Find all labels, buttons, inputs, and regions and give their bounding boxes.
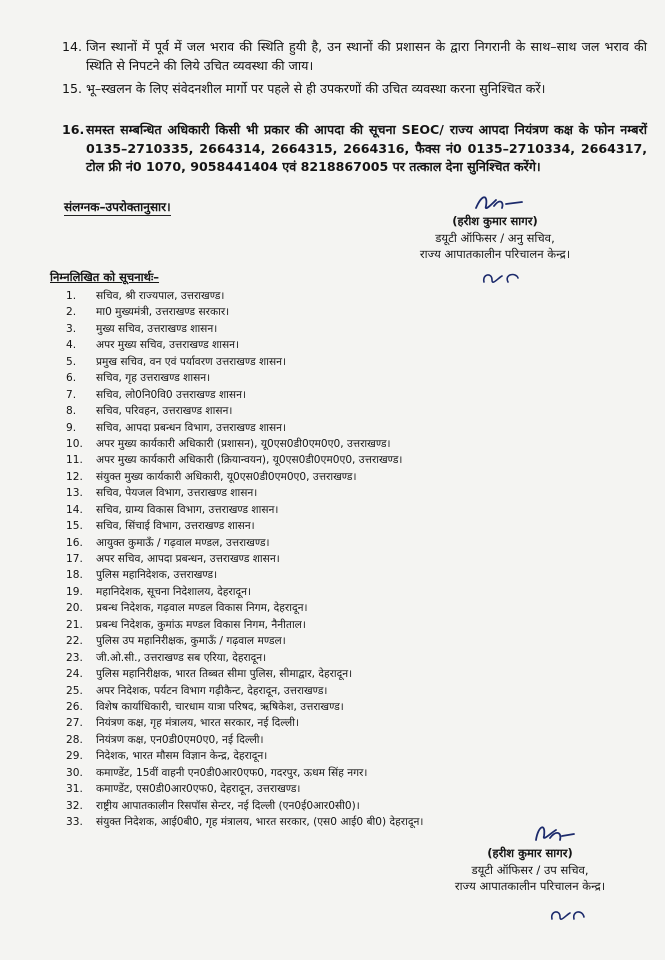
- distribution-item-text: नियंत्रण कक्ष, गृह मंत्रालय, भारत सरकार, नई दिल्ली।: [96, 717, 299, 730]
- distribution-item-number: 33.: [66, 816, 83, 828]
- distribution-item: [66, 354, 423, 370]
- distribution-item-text: कमाण्डेंट, 15वीं वाहनी एन0डी0आर0एफ0, गदरपुर, ऊधम सिंह नगर।: [96, 766, 368, 779]
- distribution-item-number: 18.: [66, 569, 83, 582]
- distribution-item: [66, 321, 423, 337]
- paragraph-text: समस्त सम्बन्धित अधिकारी किसी भी प्रकार की आपदा की सूचना SEOC/ राज्य आपदा नियंत्रण कक्ष के फोन नम्बरों 0135–2710335, 2664314, 2664315, 2664316, फैक्स नं0 0135–2710334, 2664317, टोल फ्री नं0 1070, 9058441404 एवं 8218867005 पर तत्काल देना सुनिश्चित करेंगे।: [86, 122, 647, 174]
- paragraph-number: 14.: [62, 39, 83, 54]
- paragraph-14: [62, 38, 647, 75]
- distribution-item: [66, 584, 423, 600]
- distribution-item-text: मुख्य सचिव, उत्तराखण्ड शासन।: [96, 322, 218, 335]
- paragraph-text: भू–स्खलन के लिए संवेदनशील मार्गो पर पहले से ही उपकरणों की उचित व्यवस्था करना सुनिश्चित करें।: [86, 81, 546, 96]
- distribution-item: [66, 798, 423, 814]
- distribution-item: [66, 436, 423, 452]
- distribution-item-number: 9.: [66, 421, 77, 434]
- distribution-item-number: 15.: [66, 520, 83, 533]
- distribution-item-text: अपर मुख्य सचिव, उत्तराखण्ड शासन।: [96, 339, 240, 352]
- distribution-item-number: 25.: [66, 684, 83, 697]
- signatory-name: (हरीश कुमार सागर): [452, 214, 538, 228]
- distribution-item-number: 12.: [66, 470, 83, 483]
- distribution-item: [66, 765, 423, 781]
- distribution-item-number: 28.: [66, 733, 83, 746]
- distribution-item-text: राष्ट्रीय आपातकालीन रिसपॉस सेन्टर, नई दिल्ली (एन0ई0आर0सी0)।: [96, 799, 360, 812]
- distribution-item-text: जी.ओ.सी., उत्तराखण्ड सब एरिया, देहरादून।: [96, 651, 267, 664]
- distribution-item-number: 21.: [66, 618, 83, 631]
- distribution-item-number: 30.: [66, 766, 83, 779]
- signatory-office: राज्य आपातकालीन परिचालन केन्द्र।: [419, 247, 571, 261]
- distribution-item: [66, 518, 423, 534]
- initials-icon: [548, 905, 592, 925]
- distribution-item: [66, 551, 423, 567]
- distribution-item: [66, 288, 423, 304]
- distribution-item-number: 31.: [66, 783, 83, 796]
- distribution-item-number: 29.: [66, 750, 83, 763]
- distribution-item: [66, 781, 423, 797]
- distribution-item: [66, 420, 423, 436]
- distribution-item-number: 7.: [66, 388, 77, 401]
- distribution-item: [66, 732, 423, 748]
- distribution-item-text: नियंत्रण कक्ष, एन0डी0एम0ए0, नई दिल्ली।: [96, 733, 264, 746]
- distribution-item-text: सचिव, पेयजल विभाग, उत्तराखण्ड शासन।: [96, 487, 258, 500]
- distribution-item-text: सचिव, परिवहन, उत्तराखण्ड शासन।: [96, 405, 233, 418]
- distribution-item-text: पुलिस महानिदेशक, उत्तराखण्ड।: [96, 569, 218, 582]
- distribution-item: [66, 814, 423, 830]
- distribution-item-number: 20.: [66, 602, 83, 615]
- distribution-item-number: 16.: [66, 536, 83, 549]
- distribution-item: [66, 485, 423, 501]
- distribution-item: [66, 617, 423, 633]
- distribution-item-text: विशेष कार्याधिकारी, चारधाम यात्रा परिषद, ऋषिकेश, उत्तराखण्ड।: [96, 700, 344, 713]
- distribution-item: [66, 567, 423, 583]
- distribution-item-number: 5.: [66, 355, 77, 368]
- distribution-item-text: महानिदेशक, सूचना निदेशालय, देहरादून।: [96, 585, 252, 598]
- signatory-name: (हरीश कुमार सागर): [487, 846, 573, 860]
- distribution-item: [66, 535, 423, 551]
- distribution-item: [66, 304, 423, 320]
- distribution-item: [66, 600, 423, 616]
- signatory-block-bottom: [415, 845, 645, 895]
- distribution-item-text: संयुक्त निदेशक, आई0बी0, गृह मंत्रालय, भारत सरकार, (एस0 आई0 बी0) देहरादून।: [96, 816, 424, 828]
- handwritten-signature-icon: [528, 818, 578, 846]
- distribution-item-number: 19.: [66, 585, 83, 598]
- distribution-item-number: 24.: [66, 668, 83, 681]
- distribution-item-text: पुलिस उप महानिरीक्षक, कुमाऊँ / गढ़वाल मण्डल।: [96, 635, 286, 648]
- distribution-item: [66, 650, 423, 666]
- distribution-item: [66, 699, 423, 715]
- distribution-item-text: सचिव, गृह उत्तराखण्ड शासन।: [96, 372, 211, 385]
- distribution-item: [66, 452, 423, 468]
- paragraph-16: [62, 121, 647, 177]
- distribution-item: [66, 337, 423, 353]
- distribution-item-number: 2.: [66, 306, 77, 319]
- paragraph-text: जिन स्थानों में पूर्व में जल भराव की स्थिति हुयी है, उन स्थानों की प्रशासन के द्वारा निगरानी के साथ–साथ जल भराव की स्थिति से निपटने की लिये उचित व्यवस्था की जाय।: [86, 39, 647, 73]
- distribution-item: [66, 633, 423, 649]
- distribution-item-number: 10.: [66, 437, 83, 450]
- distribution-item-number: 1.: [66, 290, 77, 302]
- distribution-item-number: 8.: [66, 405, 77, 418]
- distribution-item-text: प्रबन्ध निदेशक, गढ़वाल मण्डल विकास निगम, देहरादून।: [96, 602, 308, 615]
- distribution-item-text: सचिव, ग्राम्य विकास विभाग, उत्तराखण्ड शासन।: [96, 503, 279, 516]
- distribution-item-text: निदेशक, भारत मौसम विज्ञान केन्द्र, देहरादून।: [96, 750, 268, 763]
- distribution-item-text: पुलिस महानिरीक्षक, भारत तिब्बत सीमा पुलिस, सीमाद्वार, देहरादून।: [96, 668, 353, 681]
- distribution-item-text: अपर मुख्य कार्यकारी अधिकारी (प्रशासन), यू0एस0डी0एम0ए0, उत्तराखण्ड।: [96, 437, 391, 450]
- distribution-item-text: सचिव, सिंचाई विभाग, उत्तराखण्ड शासन।: [96, 520, 255, 533]
- distribution-item-number: 17.: [66, 553, 83, 565]
- distribution-item-text: कमाण्डेंट, एस0डी0आर0एफ0, देहरादून, उत्तराखण्ड।: [96, 783, 301, 796]
- distribution-list: [66, 288, 423, 830]
- distribution-item-text: मा0 मुख्यमंत्री, उत्तराखण्ड सरकार।: [96, 306, 230, 319]
- distribution-item-number: 22.: [66, 635, 83, 648]
- signatory-block-top: [375, 213, 615, 263]
- distribution-item-number: 26.: [66, 700, 83, 713]
- distribution-item-number: 3.: [66, 322, 77, 335]
- distribution-item-text: संयुक्त मुख्य कार्यकारी अधिकारी, यू0एस0डी0एम0ए0, उत्तराखण्ड।: [96, 470, 357, 483]
- distribution-item-text: आयुक्त कुमाऊँ / गढ़वाल मण्डल, उत्तराखण्ड।: [96, 536, 270, 549]
- paragraph-number: 16.: [62, 122, 85, 137]
- distribution-item-number: 4.: [66, 339, 77, 352]
- enclosure-note: संलग्नक–उपरोक्तानुसार।: [64, 200, 171, 214]
- distribution-item: [66, 715, 423, 731]
- distribution-item-number: 27.: [66, 717, 83, 730]
- distribution-item-number: 32.: [66, 799, 83, 812]
- distribution-item-number: 23.: [66, 651, 83, 664]
- distribution-item: [66, 748, 423, 764]
- distribution-item-text: अपर मुख्य कार्यकारी अधिकारी (क्रियान्वयन), यू0एस0डी0एम0ए0, उत्तराखण्ड।: [96, 454, 403, 467]
- distribution-item-number: 11.: [66, 454, 83, 467]
- distribution-item-text: सचिव, आपदा प्रबन्धन विभाग, उत्तराखण्ड शासन।: [96, 421, 287, 434]
- distribution-item-text: प्रबन्ध निदेशक, कुमांऊ मण्डल विकास निगम, नैनीताल।: [96, 618, 306, 631]
- distribution-item-text: सचिव, श्री राज्यपाल, उत्तराखण्ड।: [96, 290, 225, 302]
- distribution-item-text: अपर सचिव, आपदा प्रबन्धन, उत्तराखण्ड शासन।: [96, 553, 280, 565]
- signatory-office: राज्य आपातकालीन परिचालन केन्द्र।: [454, 879, 606, 893]
- distribution-item: [66, 502, 423, 518]
- paragraph-15: [62, 80, 647, 99]
- paragraph-number: 15.: [62, 81, 83, 96]
- distribution-item: [66, 403, 423, 419]
- signatory-designation: डयूटी ऑफिसर / उप सचिव,: [471, 862, 589, 877]
- distribution-item: [66, 683, 423, 699]
- distribution-item-number: 13.: [66, 487, 83, 500]
- distribution-item-text: सचिव, लो0नि0वि0 उत्तराखण्ड शासन।: [96, 388, 246, 401]
- distribution-item-number: 6.: [66, 372, 77, 385]
- initials-icon: [478, 268, 526, 288]
- distribution-item: [66, 370, 423, 386]
- distribution-item: [66, 387, 423, 403]
- distribution-item-text: प्रमुख सचिव, वन एवं पर्यावरण उत्तराखण्ड शासन।: [96, 355, 286, 368]
- distribution-heading: निम्नलिखित को सूचनार्थः–: [50, 270, 160, 284]
- distribution-item-text: अपर निदेशक, पर्यटन विभाग गढ़ीकैन्ट, देहरादून, उत्तराखण्ड।: [96, 684, 328, 697]
- distribution-item: [66, 469, 423, 485]
- distribution-item: [66, 666, 423, 682]
- distribution-item-number: 14.: [66, 503, 83, 516]
- signatory-designation: डयूटी ऑफिसर / अनु सचिव,: [435, 230, 555, 245]
